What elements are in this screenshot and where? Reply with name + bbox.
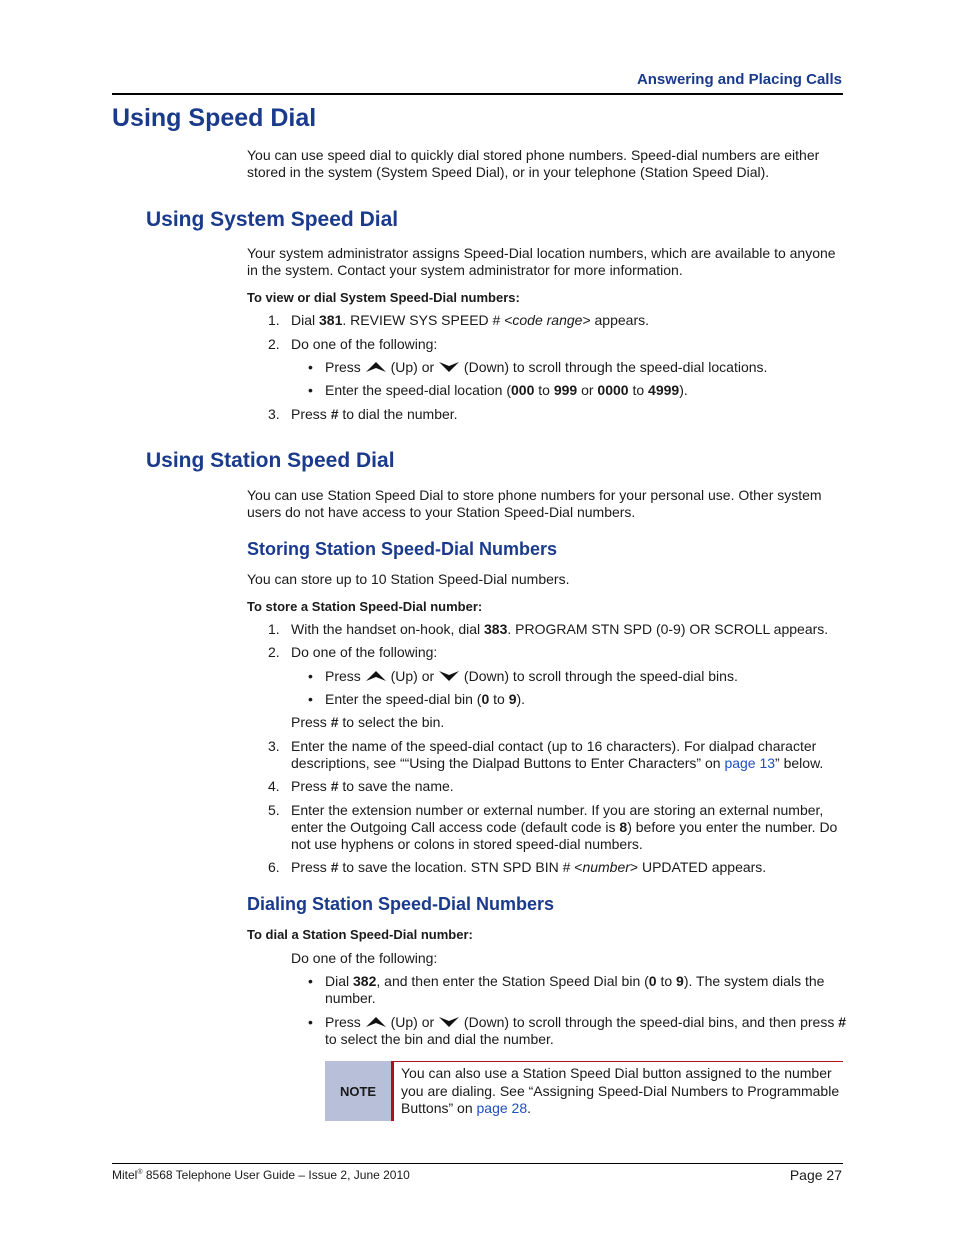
footer-doc-title: Mitel® 8568 Telephone User Guide – Issue 2, June 2010	[112, 1168, 410, 1182]
note-box	[325, 1061, 843, 1121]
note-label: NOTE	[325, 1061, 391, 1121]
intro-paragraph: You can use speed dial to quickly dial stored phone numbers. Speed-dial numbers are either stored in the system (System Speed Dial), or in your telephone (Station Speed Dial).	[247, 147, 820, 180]
page-13-link[interactable]: page 13	[724, 755, 776, 771]
storing-step-1: 1. With the handset on-hook, dial 383. PROGRAM STN SPD (0-9) OR SCROLL appears.	[268, 621, 829, 637]
dialing-bullet-scroll: • Press (Up) or (Down) to scroll through the speed-dial bins, and then press # to select the bin and dial the number.	[308, 1014, 847, 1047]
up-arrow-icon	[365, 669, 387, 683]
note-text: You can also use a Station Speed Dial button assigned to the number you are dialing. See “Assigning Speed-Dial Numbers to Programmable Buttons” on page 28.	[401, 1065, 840, 1116]
system-bullet-scroll: • Press (Up) or (Down) to scroll through the speed-dial locations.	[308, 359, 768, 375]
storing-step-2: 2. Do one of the following:	[268, 644, 438, 660]
storing-select-bin: Press # to select the bin.	[291, 714, 445, 730]
storing-step-6: 6. Press # to save the location. STN SPD BIN # <number> UPDATED appears.	[268, 859, 767, 875]
dialing-heading: Dialing Station Speed-Dial Numbers	[247, 894, 555, 914]
up-arrow-icon	[365, 1015, 387, 1029]
footer-rule	[112, 1163, 843, 1164]
system-step-3: 3. Press # to dial the number.	[268, 406, 458, 422]
note-divider	[391, 1061, 394, 1121]
dialing-intro: Do one of the following:	[291, 950, 438, 966]
storing-step-5: 5. Enter the extension number or external number. If you are storing an external number, enter the Outgoing Call access code (default code is 8) before you enter the number. Do not use hyphens or colons in stored speed-dial numbers.	[268, 802, 838, 852]
page-title: Using Speed Dial	[112, 104, 317, 132]
down-arrow-icon	[438, 360, 460, 374]
dialing-lead: To dial a Station Speed-Dial number:	[247, 927, 473, 942]
dialing-bullet-dial: • Dial 382, and then enter the Station Speed Dial bin (0 to 9). The system dials the number.	[308, 973, 825, 1006]
storing-bullet-scroll: • Press (Up) or (Down) to scroll through the speed-dial bins.	[308, 668, 738, 684]
down-arrow-icon	[438, 1015, 460, 1029]
header-rule	[112, 93, 843, 95]
system-step-1: 1. Dial 381. REVIEW SYS SPEED # <code range> appears.	[268, 312, 650, 328]
storing-lead: To store a Station Speed-Dial number:	[247, 599, 483, 614]
note-top-rule	[394, 1061, 843, 1062]
station-heading: Using Station Speed Dial	[146, 449, 395, 472]
system-bullet-enter: • Enter the speed-dial location (000 to 999 or 0000 to 4999).	[308, 382, 688, 398]
storing-paragraph: You can store up to 10 Station Speed-Dial numbers.	[247, 571, 570, 587]
running-header: Answering and Placing Calls	[636, 71, 842, 88]
system-heading: Using System Speed Dial	[146, 208, 399, 231]
station-paragraph: You can use Station Speed Dial to store phone numbers for your personal use. Other system users do not have access to your Station Speed-Dial numbers.	[247, 487, 822, 520]
system-step-2: 2. Do one of the following:	[268, 336, 438, 352]
storing-step-4: 4. Press # to save the name.	[268, 778, 454, 794]
storing-bullet-enter: • Enter the speed-dial bin (0 to 9).	[308, 691, 526, 707]
down-arrow-icon	[438, 669, 460, 683]
page-number: Page 27	[789, 1167, 842, 1183]
page-28-link[interactable]: page 28	[476, 1100, 528, 1116]
up-arrow-icon	[365, 360, 387, 374]
storing-heading: Storing Station Speed-Dial Numbers	[247, 539, 558, 559]
system-lead: To view or dial System Speed-Dial numbers:	[247, 290, 520, 305]
storing-step-3: 3. Enter the name of the speed-dial contact (up to 16 characters). For dialpad character descriptions, see ““Using the Dialpad Buttons to Enter Characters” on page 13” below.	[268, 738, 824, 771]
system-paragraph: Your system administrator assigns Speed-Dial location numbers, which are available to anyone in the system. Contact your system administrator for more information.	[247, 245, 836, 278]
